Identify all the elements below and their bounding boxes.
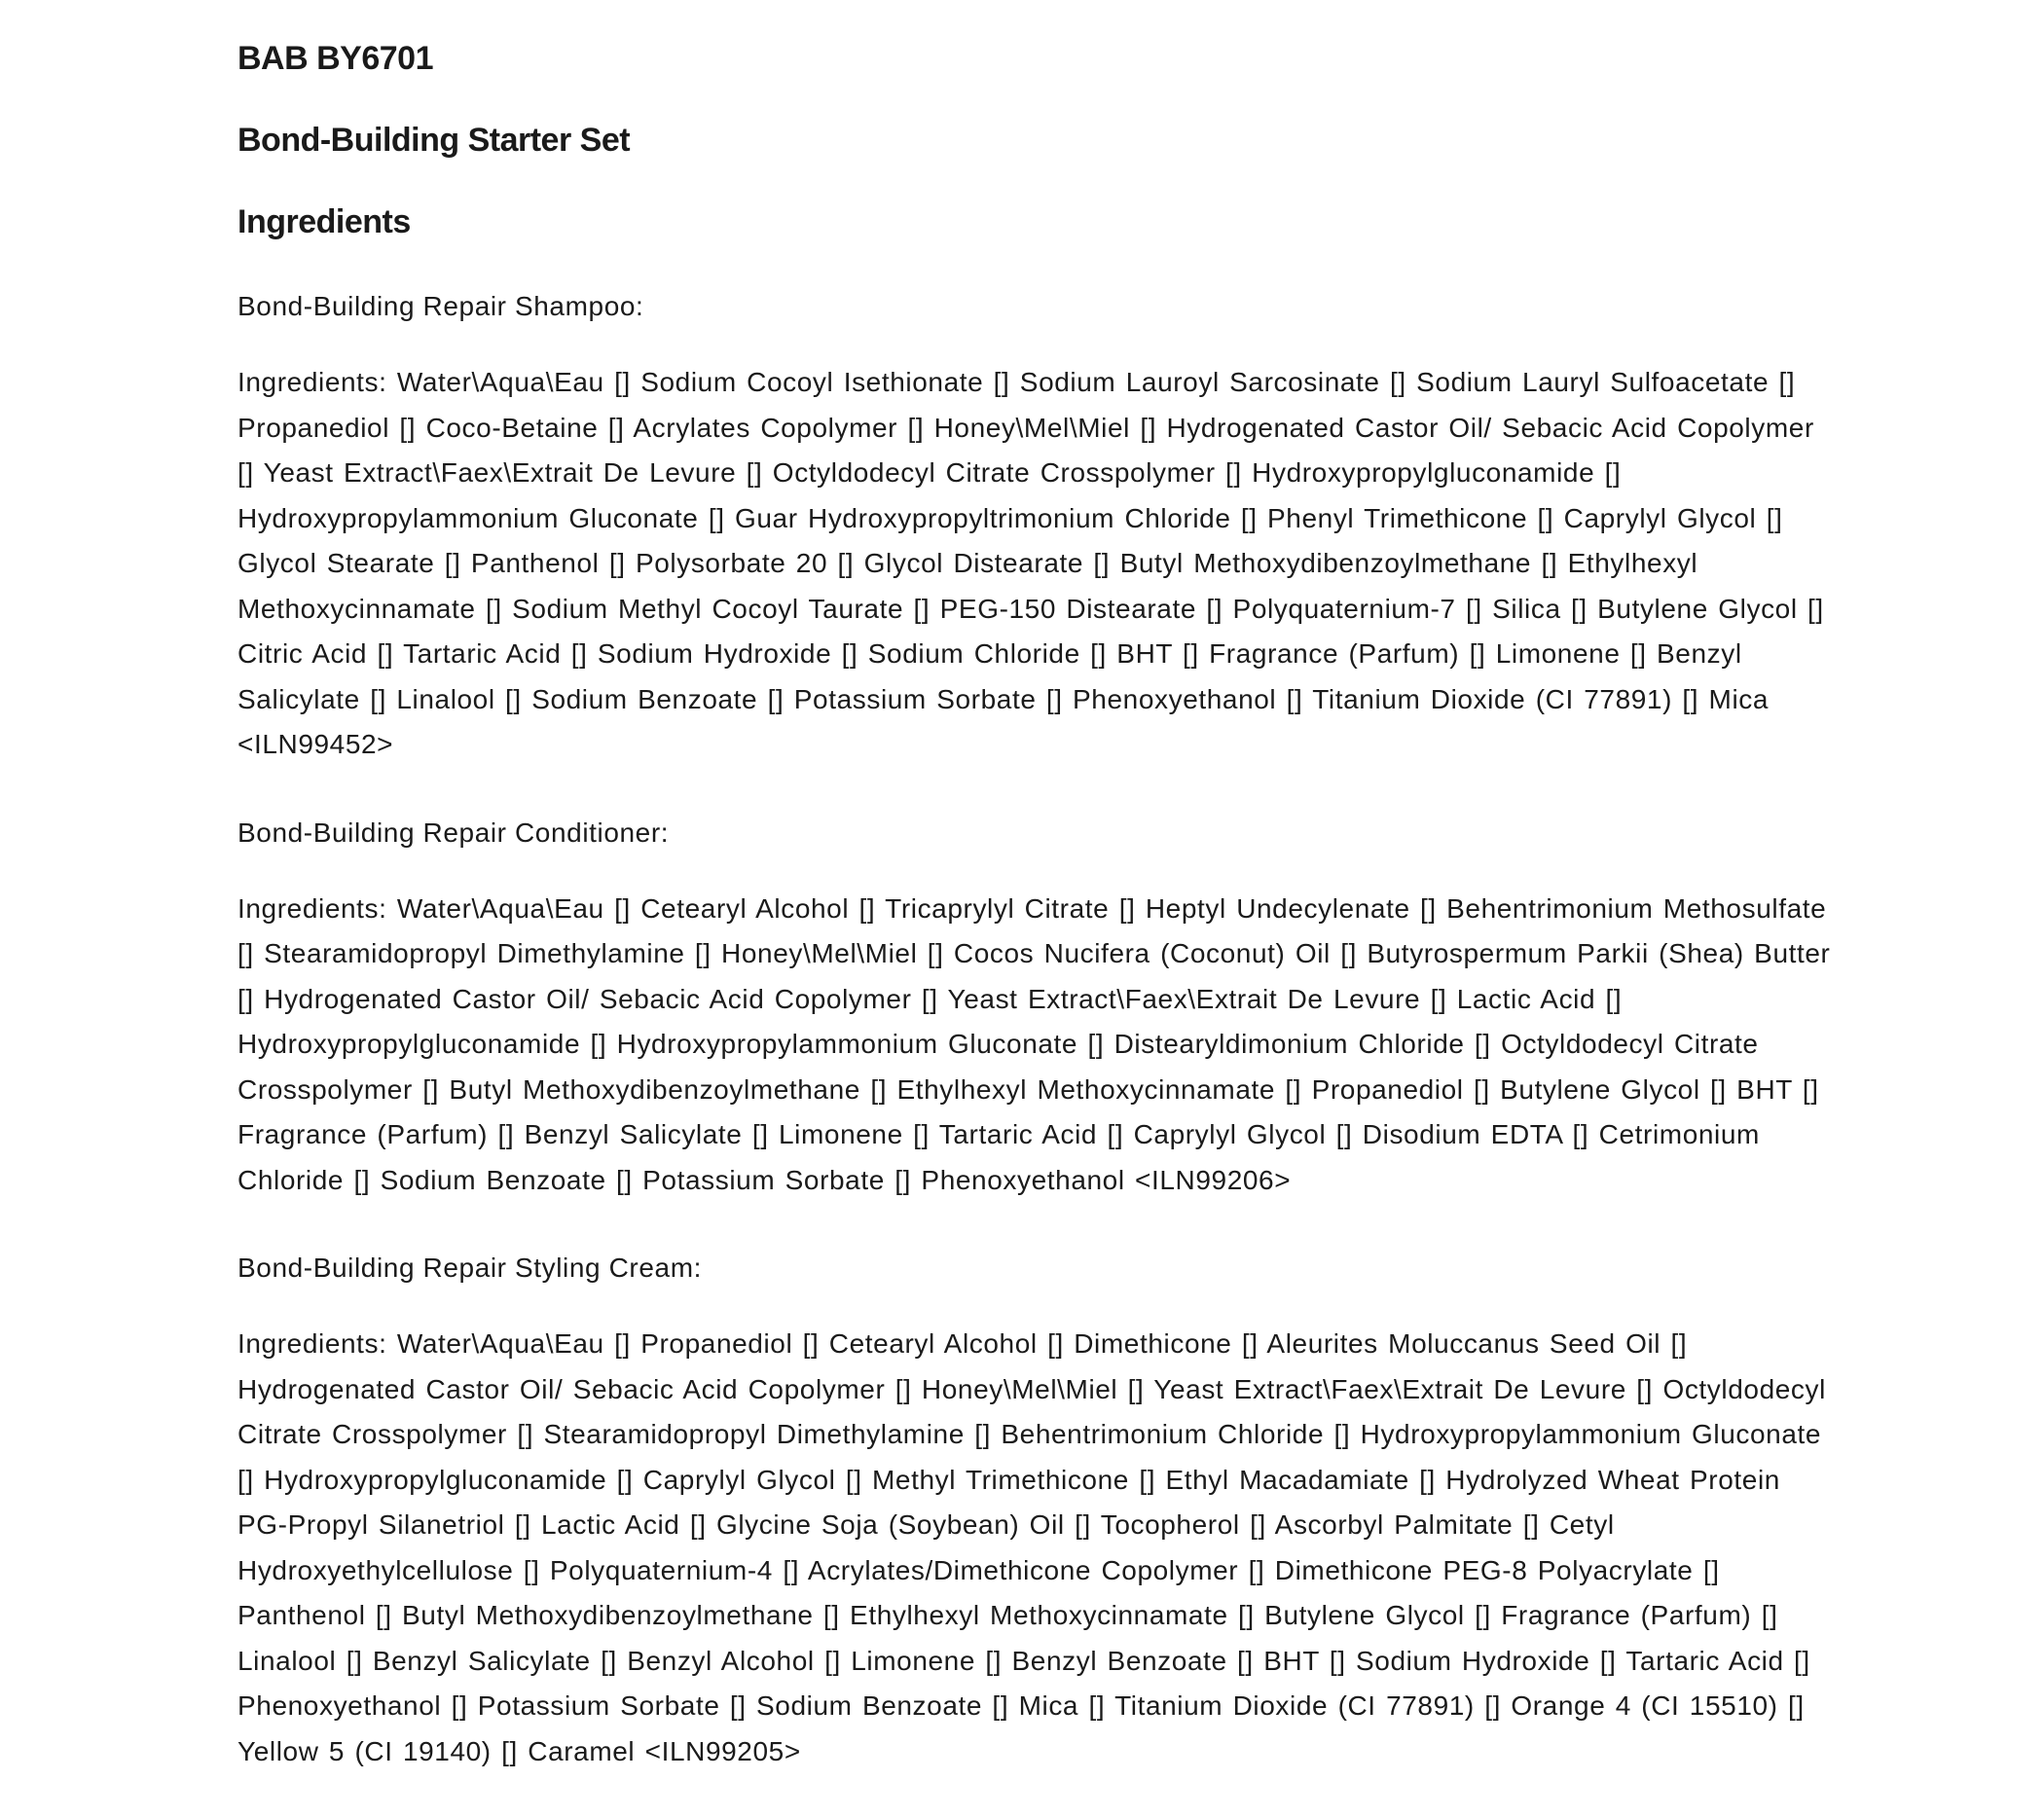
ingredients-list-conditioner: Ingredients: Water\Aqua\Eau [] Cetearyl Alcohol [] Tricaprylyl Citrate [] Heptyl Undecylenate [] Behentrimonium Methosulfate [] Stearamidopropyl Dimethylamine [] Honey\Mel\Miel [] Cocos Nucifera (Coconut) Oil [] Butyrospermum Parkii (Shea) Butter [] Hydrogenated Castor Oil/ Sebacic Acid Copolymer [] Yeast Extract\Faex\Extrait De Levure [] Lactic Acid [] Hydroxypropylgluconamide [] Hydroxypropylammonium Gluconate [] Distearyldimonium Chloride [] Octyldodecyl Citrate Crosspolymer [] Butyl Methoxydibenzoylmethane [] Ethylhexyl Methoxycinnamate [] Propanediol [] Butylene Glycol [] BHT [] Fragrance (Parfum) [] Benzyl Salicylate [] Limonene [] Tartaric Acid [] Caprylyl Glycol [] Disodium EDTA [] Cetrimonium Chloride [] Sodium Benzoate [] Potassium Sorbate [] Phenoxyethanol <ILN99206>	[237, 892, 1831, 1195]
product-code: BAB BY6701	[237, 40, 433, 77]
product-name: Bond-Building Starter Set	[237, 122, 631, 159]
shampoo-section	[237, 290, 1834, 768]
styling-cream-section	[237, 1252, 1834, 1774]
section-label-styling-cream: Bond-Building Repair Styling Cream:	[237, 1253, 702, 1283]
ingredients-heading: Ingredients	[237, 203, 411, 240]
section-label-conditioner: Bond-Building Repair Conditioner:	[237, 817, 670, 848]
conditioner-section	[237, 817, 1834, 1204]
section-label-shampoo: Bond-Building Repair Shampoo:	[237, 291, 644, 321]
ingredients-list-styling-cream: Ingredients: Water\Aqua\Eau [] Propanediol [] Cetearyl Alcohol [] Dimethicone [] Aleurites Moluccanus Seed Oil [] Hydrogenated Castor Oil/ Sebacic Acid Copolymer [] Honey\Mel\Miel [] Yeast Extract\Faex\Extrait De Levure [] Octyldodecyl Citrate Crosspolymer [] Stearamidopropyl Dimethylamine [] Behentrimonium Chloride [] Hydroxypropylammonium Gluconate [] Hydroxypropylgluconamide [] Caprylyl Glycol [] Methyl Trimethicone [] Ethyl Macadamiate [] Hydrolyzed Wheat Protein PG-Propyl Silanetriol [] Lactic Acid [] Glycine Soja (Soybean) Oil [] Tocopherol [] Ascorbyl Palmitate [] Cetyl Hydroxyethylcellulose [] Polyquaternium-4 [] Acrylates/Dimethicone Copolymer [] Dimethicone PEG-8 Polyacrylate [] Panthenol [] Butyl Methoxydibenzoylmethane [] Ethylhexyl Methoxycinnamate [] Butylene Glycol [] Fragrance (Parfum) [] Linalool [] Benzyl Salicylate [] Benzyl Alcohol [] Limonene [] Benzyl Benzoate [] BHT [] Sodium Hydroxide [] Tartaric Acid [] Phenoxyethanol [] Potassium Sorbate [] Sodium Benzoate [] Mica [] Titanium Dioxide (CI 77891) [] Orange 4 (CI 15510) [] Yellow 5 (CI 19140) [] Caramel <ILN99205>	[237, 1328, 1826, 1766]
ingredients-list-shampoo: Ingredients: Water\Aqua\Eau [] Sodium Cocoyl Isethionate [] Sodium Lauroyl Sarcosinate [] Sodium Lauryl Sulfoacetate [] Propanediol [] Coco-Betaine [] Acrylates Copolymer [] Honey\Mel\Miel [] Hydrogenated Castor Oil/ Sebacic Acid Copolymer [] Yeast Extract\Faex\Extrait De Levure [] Octyldodecyl Citrate Crosspolymer [] Hydroxypropylgluconamide [] Hydroxypropylammonium Gluconate [] Guar Hydroxypropyltrimonium Chloride [] Phenyl Trimethicone [] Caprylyl Glycol [] Glycol Stearate [] Panthenol [] Polysorbate 20 [] Glycol Distearate [] Butyl Methoxydibenzoylmethane [] Ethylhexyl Methoxycinnamate [] Sodium Methyl Cocoyl Taurate [] PEG-150 Distearate [] Polyquaternium-7 [] Silica [] Butylene Glycol [] Citric Acid [] Tartaric Acid [] Sodium Hydroxide [] Sodium Chloride [] BHT [] Fragrance (Parfum) [] Limonene [] Benzyl Salicylate [] Linalool [] Sodium Benzoate [] Potassium Sorbate [] Phenoxyethanol [] Titanium Dioxide (CI 77891) [] Mica <ILN99452>	[237, 367, 1824, 759]
document-page	[237, 39, 1834, 1774]
